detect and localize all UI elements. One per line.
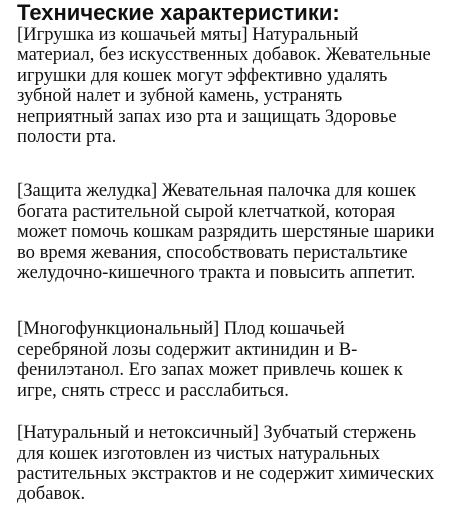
spec-paragraph-natural-nontoxic: [Натуральный и нетоксичный] Зубчатый стержень для кошек изготовлен из чистых натуральных растительных экстрактов и не содержит химических добавок. bbox=[17, 422, 435, 505]
spec-paragraph-multifunctional: [Многофункциональный] Плод кошачьей серебряной лозы содержит актинидин и В-фенилэтанол. Его запах может привлечь кошек к игре, снять стресс и расслабиться. bbox=[17, 318, 403, 401]
specs-heading: Технические характеристики: bbox=[17, 0, 340, 25]
spec-paragraph-catnip-toy: [Игрушка из кошачьей мяты] Натуральный материал, без искусственных добавок. Жевательные игрушки для кошек могут эффективно удалять зубной налет и зубной камень, устранять неприятный запах изо рта и защищать Здоровье полости рта. bbox=[17, 24, 431, 148]
spec-paragraph-stomach-protection: [Защита желудка] Жевательная палочка для кошек богата растительной сырой клетчаткой, которая может помочь кошкам разрядить шерстяные шарики во время жевания, способствовать перистальтике желудочно-кишечного тракта и повысить аппетит. bbox=[17, 180, 435, 284]
